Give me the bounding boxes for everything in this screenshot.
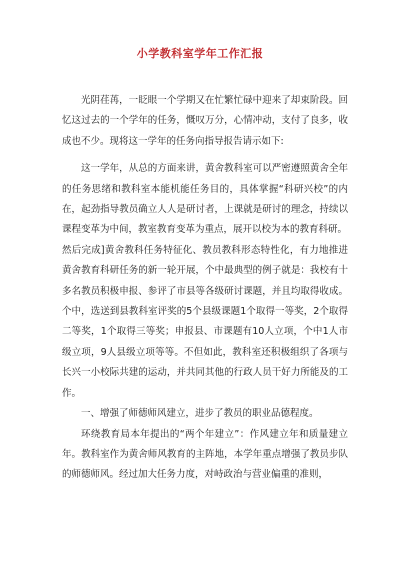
section-heading-1: 一、增强了师德师风建立，进步了教员的职业品德程度。 [81,408,319,420]
document-body [62,91,348,486]
paragraph-overview: 这一学年，从总的方面来讲，黄舍教科室可以严密遵照黄舍全年的任务思绪和教科室本能机能任务目的，具体掌握“科研兴校”的内在，起劲指导教员确立人人是研讨者，上课就是研讨的理念，持续以课程变革为中间，教室教育变革为重点，展开以校为本的教育科研。 [62,163,348,236]
document-title: 小学教科室学年工作汇报 [136,47,264,60]
paragraph-intro: 光阴荏苒，一眨眼一个学期又在忙繁忙碌中迎来了却束阶段。回忆这过去的一个学年的任务，慨叹万分，心情冲动，支付了良多，收成也不少。现将这一学年的任务向指导报告请示如下: [62,95,348,147]
paragraph-achievements: 然后完成]黄舍教科任务特征化、教员教科形态特性化，有力地推进黄舍教育科研任务的新一轮开展，个中最典型的例子就是：我校有十多名教员积极申报、参评了市县等各级研讨课题，并且均取得收成。个中，选送到县教科室评奖的5个县级课题1个取得一等奖，2个取得二等奖，1个取得三等奖；申报县、市课题有10人立项，个中1人市级立项，9人县级立项等等。不但如此，教科室还积极组织了各项与长兴一小校际共建的运动，并共同其他的行政人员干好力所能及的工作。 [62,244,348,399]
paragraph-section-1: 环绕教育局本年提出的“两个年建立”：作风建立年和质量建立年。教科室作为黄舍师风教育的主阵地，本学年重点增强了教员步队的师德师风。经过加大任务力度，对峙政治与营业偏重的准则， [62,428,348,481]
